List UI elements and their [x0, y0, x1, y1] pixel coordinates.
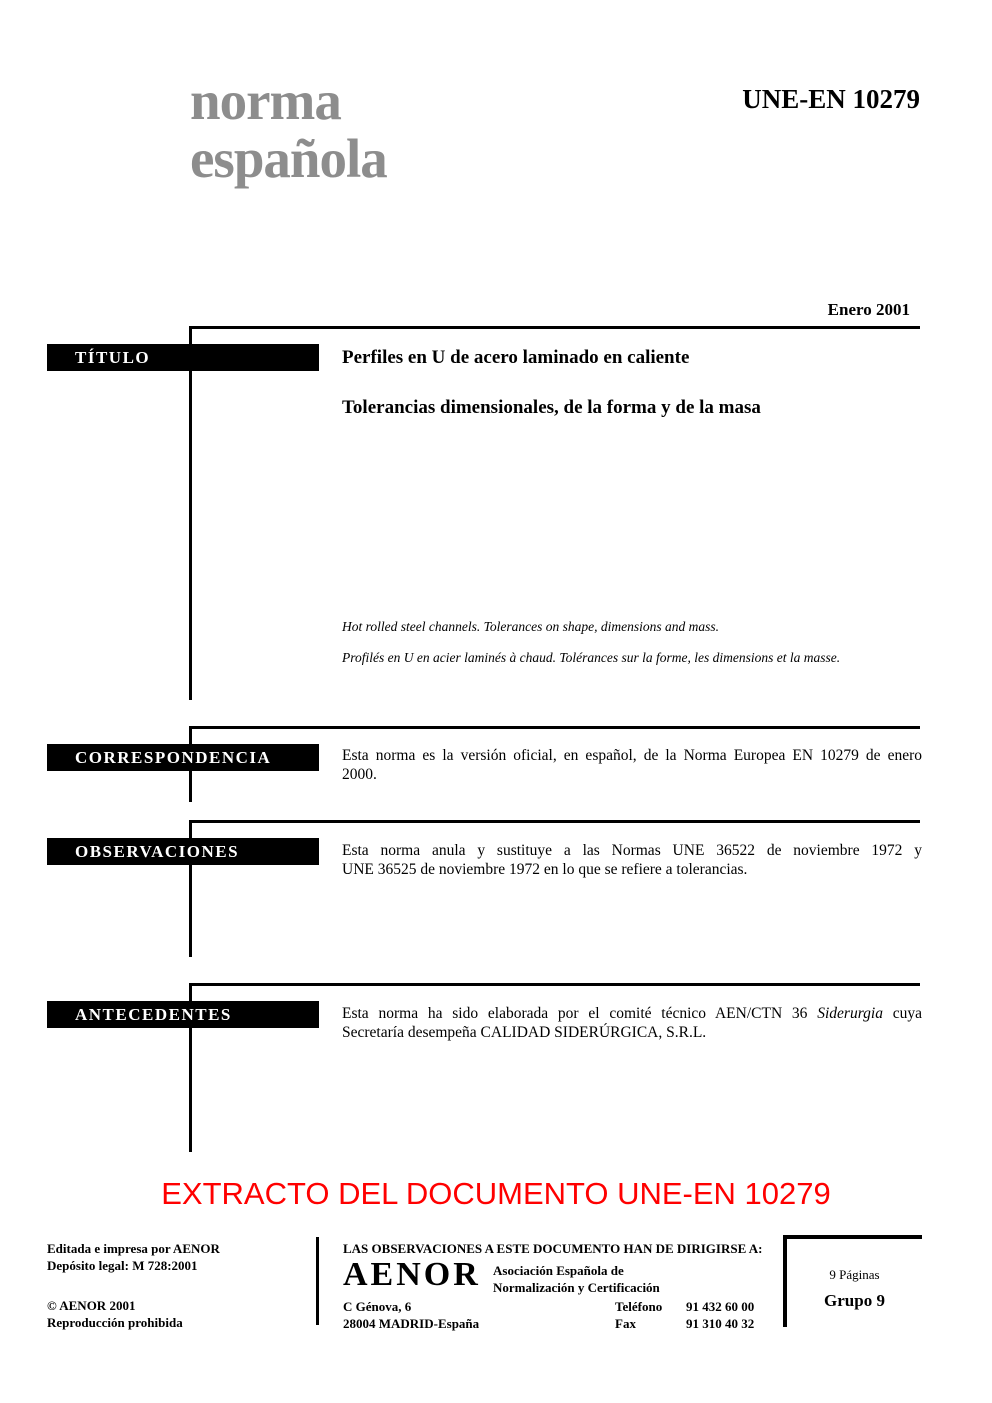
issue-date: Enero 2001 [827, 300, 910, 319]
correspondencia-label: CORRESPONDENCIA [47, 744, 319, 771]
footer-org-name [493, 1262, 660, 1296]
correspondencia-top-rule [189, 726, 920, 729]
footer-fax-label: Fax [615, 1316, 636, 1331]
brand-line-2: española [190, 128, 387, 189]
title-line-2: Tolerancias dimensionales, de la forma y de la masa [342, 397, 761, 418]
observaciones-line-2: UNE 36525 de noviembre 1972 en lo que se refiere a tolerancias. [342, 861, 748, 878]
antecedentes-label: ANTECEDENTES [47, 1001, 319, 1028]
aenor-logo: AENOR [343, 1256, 481, 1293]
title-line-1: Perfiles en U de acero laminado en caliente [342, 347, 690, 368]
footer-org-line-1: Asociación Española de [493, 1263, 624, 1278]
observaciones-body [342, 841, 922, 879]
titulo-left-rule [189, 326, 192, 700]
footer-org-line-2: Normalización y Certificación [493, 1280, 660, 1295]
antecedentes-text-after: cuya [892, 1005, 923, 1022]
footer-group-label: Grupo 9 [824, 1291, 885, 1310]
extract-notice: EXTRACTO DEL DOCUMENTO UNE-EN 10279 [161, 1176, 831, 1211]
footer-publisher-line-2: Depósito legal: M 728:2001 [47, 1258, 198, 1273]
antecedentes-top-rule [189, 983, 920, 986]
footer-phone-label: Teléfono [615, 1299, 663, 1314]
antecedentes-body [342, 1004, 922, 1042]
footer-phone-value: 91 432 60 00 [686, 1299, 755, 1314]
title-translation-french: Profilés en U en acier laminés à chaud. Tolérances sur la forme, les dimensions et la masse. [342, 650, 841, 665]
footer-copyright-line-1: © AENOR 2001 [47, 1298, 136, 1313]
footer-copyright-line-2: Reproducción prohibida [47, 1315, 183, 1330]
observaciones-line-1: Esta norma anula y sustituye a las Normas UNE 36522 de noviembre 1972 y [342, 842, 922, 859]
footer-contact-labels [615, 1298, 662, 1332]
footer-address-block [343, 1298, 479, 1332]
footer-contact-values [686, 1298, 754, 1332]
footer-address-line-1: C Génova, 6 [343, 1299, 412, 1314]
brand-logo [190, 72, 387, 188]
footer-fax-value: 91 310 40 32 [686, 1316, 755, 1331]
title-translation-english: Hot rolled steel channels. Tolerances on shape, dimensions and mass. [342, 619, 719, 634]
footer-group-box [783, 1235, 922, 1327]
footer-publisher-block [47, 1240, 220, 1274]
titulo-label: TÍTULO [47, 344, 319, 371]
footer-observations-notice: LAS OBSERVACIONES A ESTE DOCUMENTO HAN DE DIRIGIRSE A: [343, 1241, 763, 1256]
observaciones-label: OBSERVACIONES [47, 838, 319, 865]
footer-address-line-2: 28004 MADRID-España [343, 1316, 480, 1331]
standard-code: UNE-EN 10279 [742, 84, 920, 114]
antecedentes-line-2: Secretaría desempeña CALIDAD SIDERÚRGICA, S.R.L. [342, 1024, 707, 1041]
titulo-top-rule [189, 326, 920, 329]
correspondencia-line-2: 2000. [342, 766, 377, 783]
antecedentes-line-1 [342, 1004, 922, 1023]
brand-line-1: norma [190, 70, 341, 131]
observaciones-top-rule [189, 820, 920, 823]
correspondencia-line-1: Esta norma es la versión oficial, en español, de la Norma Europea EN 10279 de enero [342, 747, 922, 764]
footer-divider-rule [316, 1237, 319, 1325]
footer-publisher-line-1: Editada e impresa por AENOR [47, 1241, 220, 1256]
correspondencia-body [342, 746, 922, 784]
antecedentes-text-before: Esta norma ha sido elaborada por el comité técnico AEN/CTN 36 [342, 1005, 808, 1022]
footer-page-count: 9 Páginas [829, 1267, 880, 1282]
footer-copyright-block [47, 1297, 183, 1331]
antecedentes-committee-name: Siderurgia [817, 1005, 883, 1022]
